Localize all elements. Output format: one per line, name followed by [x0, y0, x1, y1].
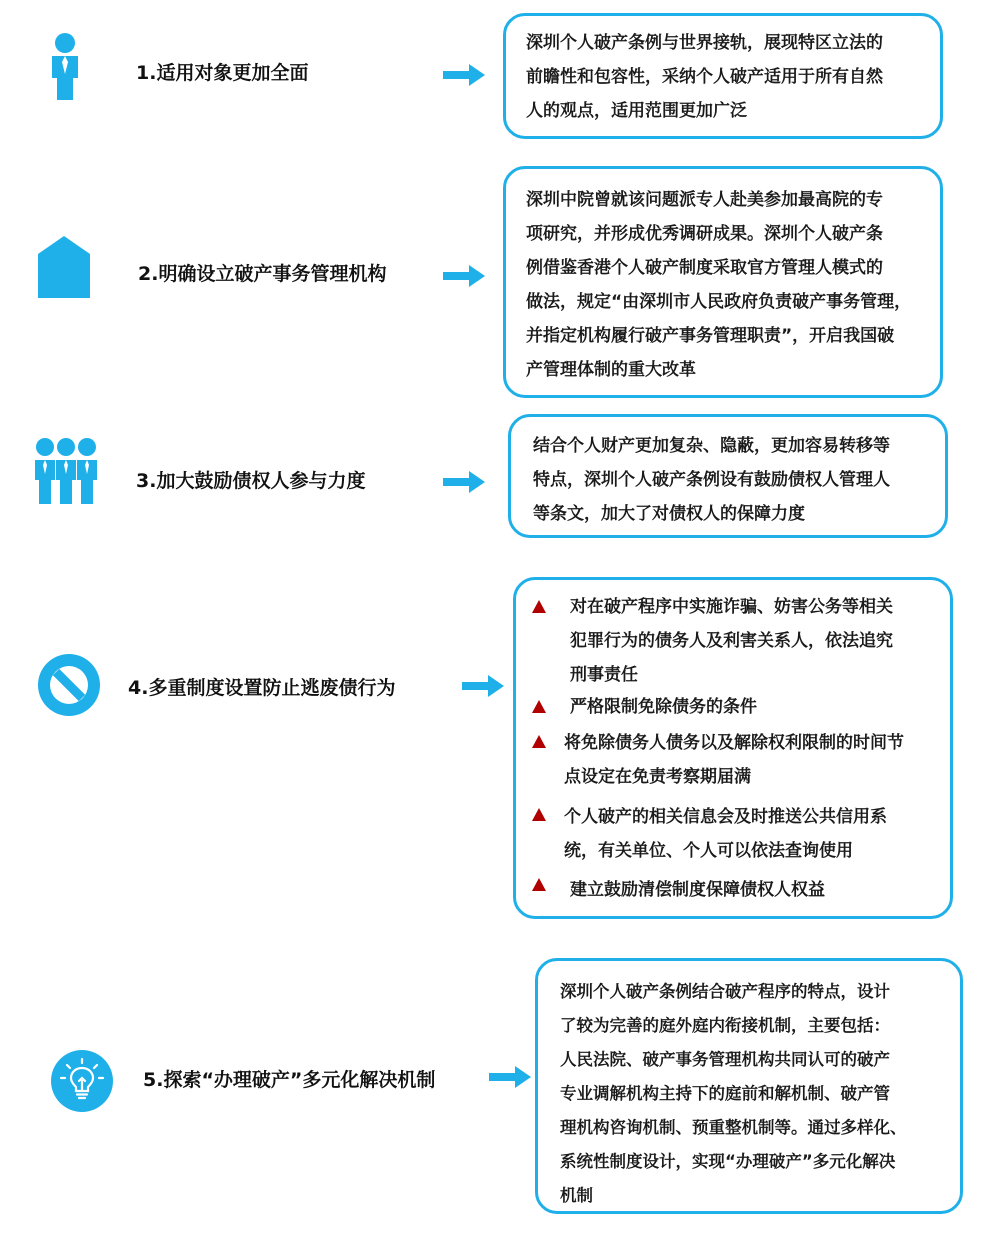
box-line: 结合个人财产更加复杂、隐蔽，更加容易转移等	[533, 436, 890, 456]
box-line: 了较为完善的庭外庭内衔接机制，主要包括：	[560, 1016, 890, 1035]
bullet-triangle-icon	[532, 600, 546, 613]
box-line: 专业调解机构主持下的庭前和解机制、破产管	[560, 1084, 890, 1103]
box-line: 并指定机构履行破产事务管理职责”，开启我国破	[526, 326, 895, 346]
arrow-icon	[443, 64, 485, 86]
bullet-line: 刑事责任	[570, 665, 638, 685]
box-line: 深圳个人破产条例结合破产程序的特点，设计	[560, 982, 890, 1001]
item-label-2: 2.明确设立破产事务管理机构	[138, 263, 387, 285]
bullet-line: 建立鼓励清偿制度保障债权人权益	[570, 880, 825, 900]
bullet-triangle-icon	[532, 735, 546, 748]
box-line: 系统性制度设计，实现“办理破产”多元化解决	[560, 1152, 896, 1171]
item-label-1: 1.适用对象更加全面	[136, 62, 309, 84]
description-box-1	[503, 13, 943, 139]
box-line: 机制	[560, 1186, 593, 1205]
box-line: 人民法院、破产事务管理机构共同认可的破产	[560, 1050, 890, 1069]
bullet-line: 将免除债务人债务以及解除权利限制的时间节	[564, 733, 904, 753]
bullet-line: 统，有关单位、个人可以依法查询使用	[564, 841, 853, 861]
arrow-icon	[489, 1066, 531, 1088]
item-label-5: 5.探索“办理破产”多元化解决机制	[143, 1069, 436, 1091]
box-line: 做法，规定“由深圳市人民政府负责破产事务管理，	[526, 292, 912, 312]
group-icon	[34, 438, 98, 508]
box-line: 深圳中院曾就该问题派专人赴美参加最高院的专	[526, 190, 883, 210]
bullet-line: 对在破产程序中实施诈骗、妨害公务等相关	[570, 597, 893, 617]
bullet-triangle-icon	[532, 700, 546, 713]
bullet-line: 个人破产的相关信息会及时推送公共信用系	[564, 807, 887, 827]
prohibit-icon	[38, 654, 100, 720]
box-line: 前瞻性和包容性，采纳个人破产适用于所有自然	[526, 67, 883, 87]
box-line: 项研究，并形成优秀调研成果。深圳个人破产条	[526, 224, 883, 244]
item-label-4: 4.多重制度设置防止逃废债行为	[128, 677, 396, 699]
arrow-icon	[443, 265, 485, 287]
box-line: 理机构咨询机制、预重整机制等。通过多样化、	[560, 1118, 907, 1137]
arrow-icon	[443, 471, 485, 493]
box-line: 等条文，加大了对债权人的保障力度	[533, 504, 805, 524]
item-label-3: 3.加大鼓励债权人参与力度	[136, 470, 366, 492]
person-icon	[48, 32, 82, 106]
box-line: 深圳个人破产条例与世界接轨，展现特区立法的	[526, 33, 883, 53]
box-line: 人的观点，适用范围更加广泛	[526, 101, 747, 121]
bullet-line: 犯罪行为的债务人及利害关系人，依法追究	[570, 631, 893, 651]
box-line: 例借鉴香港个人破产制度采取官方管理人模式的	[526, 258, 883, 278]
bullet-line: 点设定在免责考察期届满	[564, 767, 751, 787]
house-icon	[38, 236, 90, 302]
description-box-2	[503, 166, 943, 398]
box-line: 产管理体制的重大改革	[526, 360, 696, 380]
description-box-3	[508, 414, 948, 538]
arrow-icon	[462, 675, 504, 697]
bullet-triangle-icon	[532, 878, 546, 891]
bullet-triangle-icon	[532, 808, 546, 821]
bullet-line: 严格限制免除债务的条件	[570, 697, 757, 717]
description-box-4	[513, 577, 953, 919]
box-line: 特点，深圳个人破产条例设有鼓励债权人管理人	[533, 470, 890, 490]
description-box-5	[535, 958, 963, 1214]
lightbulb-icon	[51, 1050, 113, 1116]
